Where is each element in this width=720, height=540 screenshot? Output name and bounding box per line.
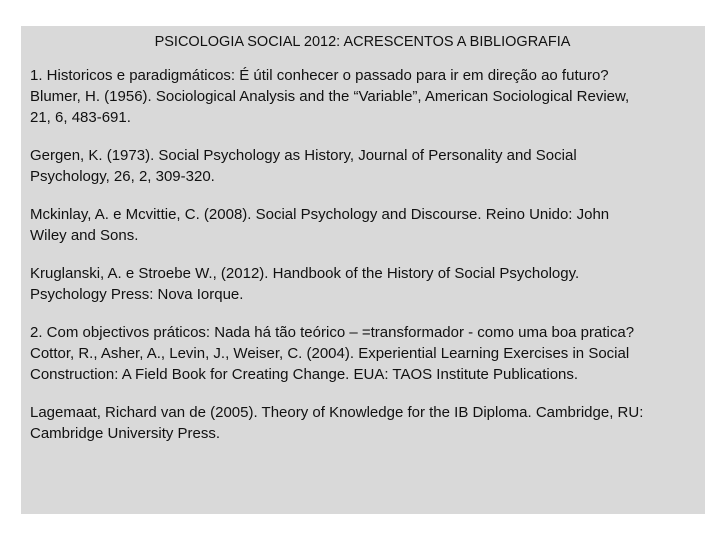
reference-gergen [30,145,695,187]
reference-kruglanski-line-1: Kruglanski, A. e Stroebe W., (2012). Handbook of the History of Social Psychology. [30,265,580,282]
slide-title: PSICOLOGIA SOCIAL 2012: ACRESCENTOS A BIBLIOGRAFIA [154,34,571,50]
slide-panel [21,26,705,514]
paragraph-practical-intro [30,322,695,385]
reference-lagemaat-line-1: Lagemaat, Richard van de (2005). Theory of Knowledge for the IB Diploma. Cambridge, RU: [30,404,644,421]
reference-gergen-line-1: Gergen, K. (1973). Social Psychology as History, Journal of Personality and Social [30,147,577,164]
section-heading-historical: 1. Historicos e paradigmáticos: É útil conhecer o passado para ir em direção ao futuro? [30,67,609,84]
reference-blumer-line-1: Blumer, H. (1956). Sociological Analysis and the “Variable”, American Sociological Review, [30,88,630,105]
reference-gergen-line-2: Psychology, 26, 2, 309-320. [30,168,215,185]
reference-kruglanski [30,263,695,305]
section-heading-practical: 2. Com objectivos práticos: Nada há tão teórico – =transformador - como uma boa pratica? [30,324,635,341]
reference-lagemaat [30,402,695,444]
reference-lagemaat-line-2: Cambridge University Press. [30,425,221,442]
reference-cottor-line-2: Construction: A Field Book for Creating Change. EUA: TAOS Institute Publications. [30,366,579,383]
reference-kruglanski-line-2: Psychology Press: Nova Iorque. [30,286,244,303]
reference-mckinlay [30,204,695,246]
reference-mckinlay-line-1: Mckinlay, A. e Mcvittie, C. (2008). Social Psychology and Discourse. Reino Unido: John [30,206,610,223]
paragraph-historical-intro [30,65,695,128]
reference-mckinlay-line-2: Wiley and Sons. [30,227,139,244]
reference-blumer-line-2: 21, 6, 483-691. [30,109,131,126]
reference-cottor-line-1: Cottor, R., Asher, A., Levin, J., Weiser, C. (2004). Experiential Learning Exercises in Social [30,345,630,362]
